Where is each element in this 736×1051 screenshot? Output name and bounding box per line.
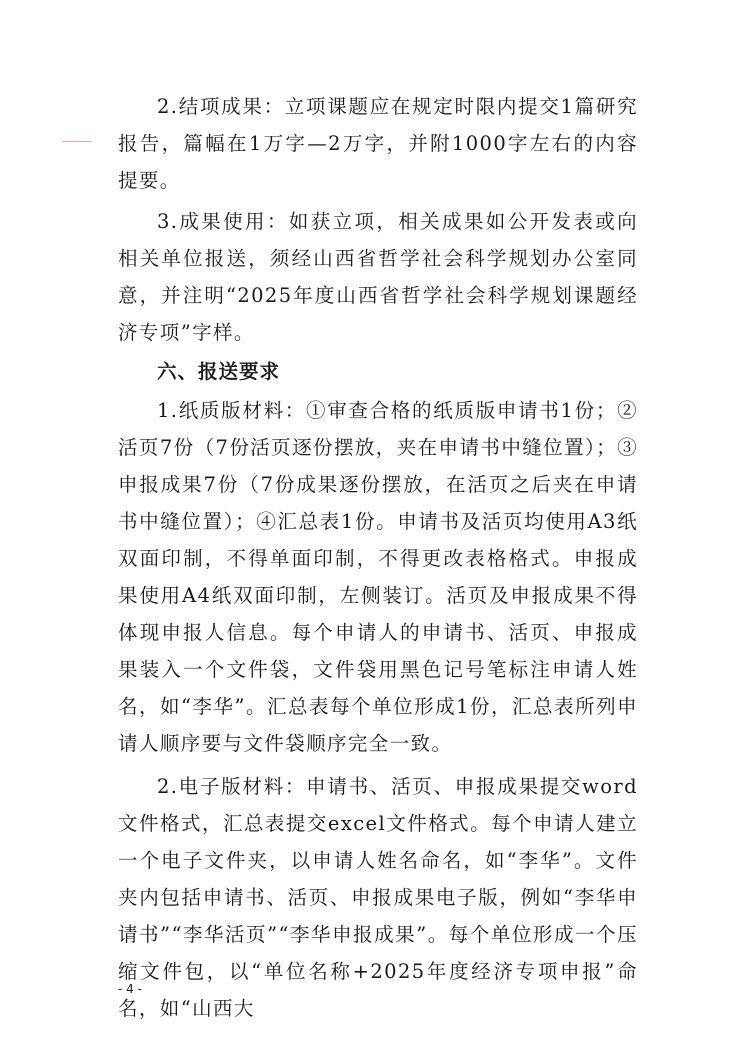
paragraph-results-usage: 3.成果使用：如获立项，相关成果如公开发表或向相关单位报送，须经山西省哲学社会科学规划办公室同意，并注明“2025年度山西省哲学社会科学规划课题经济专项”字样。 bbox=[118, 210, 638, 344]
paragraph-electronic-materials: 2.电子版材料：申请书、活页、申报成果提交word文件格式，汇总表提交excel文件格式。每个申请人建立一个电子文件夹，以申请人姓名命名，如“李华”。文件夹内包括申请书、活页、申报成果电子版，例如“李华申请书”“李华活页”“李华申报成果”。每个单位形成一个压缩文件包，以“单位名称+2025年度经济专项申报”命名，如“山西大 bbox=[118, 775, 638, 1020]
paragraph-completion-results: 2.结项成果：立项课题应在规定时限内提交1篇研究报告，篇幅在1万字—2万字，并附1000字左右的内容提要。 bbox=[118, 95, 638, 192]
margin-mark bbox=[62, 141, 92, 142]
page-number: - 4 - bbox=[118, 982, 142, 996]
section-heading: 六、报送要求 bbox=[157, 360, 281, 383]
document-body bbox=[118, 88, 638, 1027]
paragraph-paper-materials: 1.纸质版材料：①审查合格的纸质版申请书1份；②活页7份（7份活页逐份摆放，夹在申请书中缝位置）；③申报成果7份（7份成果逐份摆放，在活页之后夹在申请书中缝位置）；④汇总表1份。申请书及活页均使用A3纸双面印制，不得单面印制，不得更改表格格式。申报成果使用A4纸双面印制，左侧装订。活页及申报成果不得体现申报人信息。每个申请人的申请书、活页、申报成果装入一个文件袋，文件袋用黑色记号笔标注申请人姓名，如“李华”。汇总表每个单位形成1份，汇总表所列申请人顺序要与文件袋顺序完全一致。 bbox=[118, 399, 638, 755]
